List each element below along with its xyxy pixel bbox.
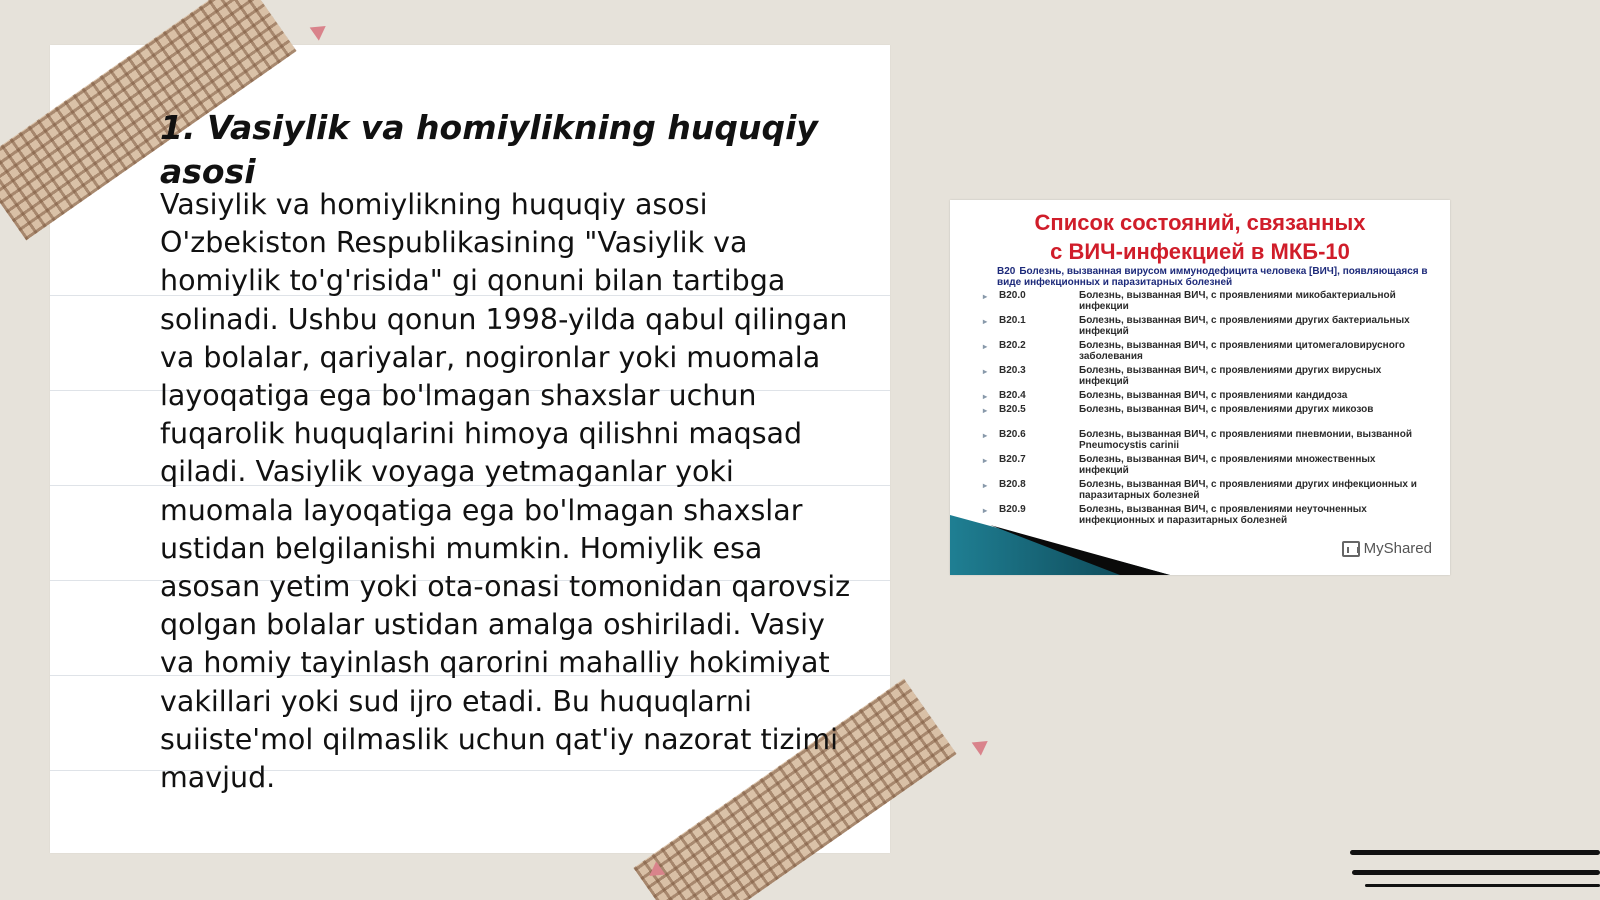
icd-description: Болезнь, вызванная ВИЧ, с проявлениями пневмонии, вызванной Pneumocystis carinii xyxy=(1079,429,1412,451)
brand-watermark xyxy=(1342,540,1432,557)
bullet-icon: ▸ xyxy=(983,342,988,351)
list-item xyxy=(950,340,1450,365)
brand-label: MyShared xyxy=(1363,540,1432,557)
icd-description: Болезнь, вызванная ВИЧ, с проявлениями других вирусных инфекций xyxy=(1079,365,1382,387)
list-item xyxy=(950,365,1450,390)
bullet-icon: ▸ xyxy=(983,456,988,465)
list-item xyxy=(950,404,1450,429)
bullet-icon: ▸ xyxy=(983,367,988,376)
icd-code: B20.4 xyxy=(999,390,1026,401)
icd-description: Болезнь, вызванная ВИЧ, с проявлениями других бактериальных инфекций xyxy=(1079,315,1410,337)
list-item xyxy=(950,315,1450,340)
icd-code: B20.6 xyxy=(999,429,1026,440)
bullet-icon: ▸ xyxy=(983,392,988,401)
bullet-icon: ▸ xyxy=(983,481,988,490)
brush-stroke xyxy=(1350,850,1600,855)
icd-description: Болезнь, вызванная ВИЧ, с проявлениями других инфекционных и паразитарных болезней xyxy=(1079,479,1417,501)
tape-accent xyxy=(972,734,993,755)
icd-code: B20.1 xyxy=(999,315,1026,326)
list-item xyxy=(950,479,1450,504)
page-title: 1. Vasiylik va homiylikning huquqiy asosi xyxy=(160,108,818,191)
slide-decoration xyxy=(950,515,1170,575)
icd-description: Болезнь, вызванная вирусом иммунодефицита человека [ВИЧ], появляющаяся в виде инфекционных и паразитарных болезней xyxy=(997,266,1428,288)
presentation-icon xyxy=(1342,541,1360,557)
bullet-icon: ▸ xyxy=(983,431,988,440)
slide-title xyxy=(950,208,1450,266)
icd-code: B20.5 xyxy=(999,404,1026,415)
icd-description: Болезнь, вызванная ВИЧ, с проявлениями микобактериальной инфекции xyxy=(1079,290,1396,312)
icd-description: Болезнь, вызванная ВИЧ, с проявлениями кандидоза xyxy=(1079,390,1348,401)
slide-title-line: с ВИЧ-инфекцией в МКБ-10 xyxy=(1050,239,1350,264)
icd-code: B20.7 xyxy=(999,454,1026,465)
list-item xyxy=(950,454,1450,479)
brush-stroke xyxy=(1352,870,1600,875)
icd-description: Болезнь, вызванная ВИЧ, с проявлениями множественных инфекций xyxy=(1079,454,1376,476)
icd-code: B20.3 xyxy=(999,365,1026,376)
icd-description: Болезнь, вызванная ВИЧ, с проявлениями цитомегаловирусного заболевания xyxy=(1079,340,1405,362)
list-item xyxy=(950,429,1450,454)
slide-title-line: Список состояний, связанных xyxy=(1034,210,1366,235)
slide-intro xyxy=(997,266,1437,288)
slide-image xyxy=(950,200,1450,575)
bullet-icon: ▸ xyxy=(983,317,988,326)
icd-code: B20.9 xyxy=(999,504,1026,515)
icd-code: B20.0 xyxy=(999,290,1026,301)
list-item xyxy=(950,290,1450,315)
icd-code: B20 xyxy=(997,266,1016,277)
body-paragraph: Vasiylik va homiylikning huquqiy asosi O'zbekiston Respublikasining "Vasiylik va homiylik to'g'risida" gi qonuni bilan tartibga solinadi. Ushbu qonun 1998-yilda qabul qilingan va bolalar, qariyalar, nogironlar yoki muomala layoqatiga ega bo'lmagan shaxslar uchun fuqarolik huquqlarini himoya qilishni maqsad qiladi. Vasiylik voyaga yetmaganlar yoki muomala layoqatiga ega bo'lmagan shaxslar ustidan belgilanishi mumkin. Homiylik esa asosan yetim yoki ota-onasi tomonidan qarovsiz qolgan bolalar ustidan amalga oshiriladi. Vasiy va homiy tayinlash qarorini mahalliy hokimiyat vakillari yoki sud ijro etadi. Bu huquqlarni suiiste'mol qilmaslik uchun qat'iy nazorat tizimi mavjud. xyxy=(160,188,851,795)
tape-accent xyxy=(310,19,331,40)
icd-code: B20.2 xyxy=(999,340,1026,351)
icd-code: B20.8 xyxy=(999,479,1026,490)
bullet-icon: ▸ xyxy=(983,292,988,301)
icd-description: Болезнь, вызванная ВИЧ, с проявлениями неуточненных инфекционных и паразитарных болезней xyxy=(1079,504,1367,526)
icd-description: Болезнь, вызванная ВИЧ, с проявлениями других микозов xyxy=(1079,404,1374,415)
brush-stroke xyxy=(1365,884,1600,887)
bullet-icon: ▸ xyxy=(983,406,988,415)
bullet-icon: ▸ xyxy=(983,506,988,515)
